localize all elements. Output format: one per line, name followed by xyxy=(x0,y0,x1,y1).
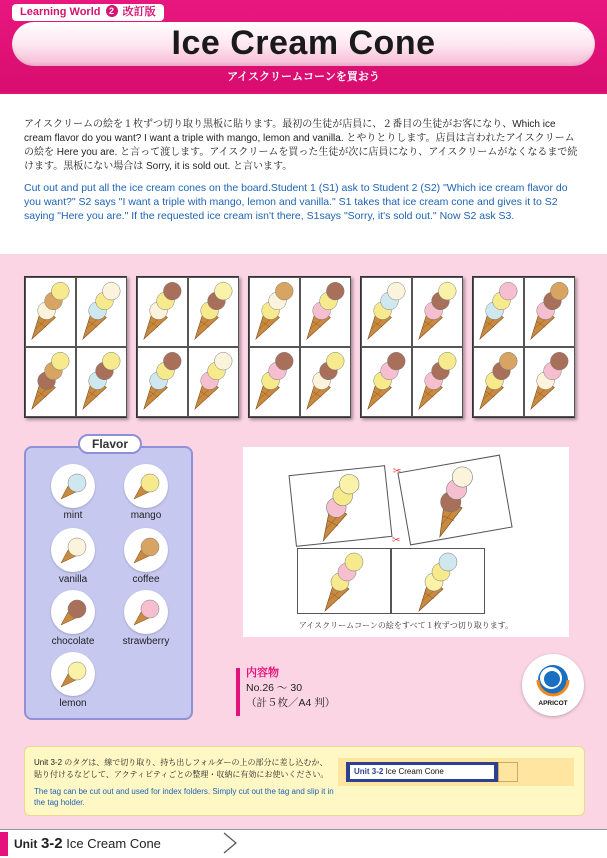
ice-cream-cone-icon xyxy=(525,278,574,346)
cone-card xyxy=(188,347,239,417)
apricot-logo xyxy=(522,654,584,716)
cone-card xyxy=(300,277,351,347)
cone-card xyxy=(524,347,575,417)
series-edition: 改訂版 xyxy=(122,6,156,18)
footer-unit-number: 3-2 xyxy=(40,835,63,852)
ice-cream-cone-icon xyxy=(301,278,350,346)
flavor-label: lemon xyxy=(59,698,87,709)
footer-title xyxy=(14,835,161,852)
cone-card xyxy=(473,277,524,347)
contents-count: （計５枚／A4 判） xyxy=(246,697,336,709)
footer-divider xyxy=(0,829,607,830)
cone-card-sheet xyxy=(136,276,239,418)
cone-card xyxy=(25,277,76,347)
footer-accent xyxy=(0,832,8,856)
contents-heading: 内容物 xyxy=(246,667,279,679)
footer-unit-label: Unit xyxy=(14,837,38,851)
flavor-label: mint xyxy=(63,510,83,521)
page-title: Ice Cream Cone xyxy=(171,24,436,62)
flavor-label: mango xyxy=(130,510,162,521)
ice-cream-cone-icon xyxy=(392,549,484,613)
cutout-cone-card xyxy=(391,548,485,614)
ice-cream-cone-icon xyxy=(362,278,411,346)
footer-unit-title: Ice Cream Cone xyxy=(66,836,161,851)
flavor-label: strawberry xyxy=(122,636,170,647)
coffee-cone-icon xyxy=(124,528,168,572)
ice-cream-cone-icon xyxy=(290,466,392,546)
mint-cone-icon xyxy=(51,464,95,508)
index-tag-title: Ice Cream Cone xyxy=(385,767,444,776)
chocolate-cone-icon xyxy=(51,590,95,634)
flavor-panel-title: Flavor xyxy=(78,434,142,454)
cutout-cone-card xyxy=(289,465,393,547)
ice-cream-cone-icon xyxy=(189,278,238,346)
flavor-label: coffee xyxy=(132,574,160,585)
lemon-cone-icon xyxy=(51,652,95,696)
series-name: Learning World xyxy=(20,6,101,18)
cone-card xyxy=(300,347,351,417)
ice-cream-cone-icon xyxy=(301,348,350,416)
cone-card xyxy=(412,277,463,347)
flavor-label: vanilla xyxy=(58,574,88,585)
ice-cream-cone-icon xyxy=(298,549,390,613)
illustration-caption: アイスクリームコーンの絵をすべて１枚ずつ切り取ります。 xyxy=(298,621,514,630)
cone-card xyxy=(361,277,412,347)
ice-cream-cone-icon xyxy=(474,278,523,346)
index-tag-unit: Unit 3-2 xyxy=(354,767,384,776)
mango-cone-icon xyxy=(124,464,168,508)
ice-cream-cone-icon xyxy=(413,278,462,346)
contents-accent-bar xyxy=(236,668,240,716)
ice-cream-cone-icon xyxy=(474,348,523,416)
flavor-item-strawberry xyxy=(116,590,176,647)
tag-holder-end xyxy=(498,762,518,782)
cone-card xyxy=(188,277,239,347)
flavor-item-vanilla xyxy=(43,528,103,585)
scissors-icon: ✂ xyxy=(392,535,401,546)
ice-cream-cone-icon xyxy=(189,348,238,416)
series-number: 2 xyxy=(106,5,118,17)
cone-card-sheet xyxy=(24,276,127,418)
cone-card xyxy=(76,347,127,417)
cone-card xyxy=(25,347,76,417)
ice-cream-cone-icon xyxy=(250,278,299,346)
flavor-item-mango xyxy=(116,464,176,521)
contents-box xyxy=(246,666,335,711)
description-japanese: アイスクリームの絵を１枚ずつ切り取り黒板に貼ります。最初の生徒が店員に、２番目の生徒がお客になり、Which ice cream flavor do you want? I want a triple with mango, lemon and vanilla. とやりとりします。店員は言われたアイスクリームの絵を Here you are. と言って渡します。アイスクリームを買った生徒が次に店員になり、アイスクリームがなくなるまで続けます。黒板にない場合は Sorry, it is sold out. と言います。 xyxy=(24,119,578,172)
vanilla-cone-icon xyxy=(51,528,95,572)
cone-card xyxy=(412,347,463,417)
ice-cream-cone-icon xyxy=(26,278,75,346)
index-tag-inner xyxy=(350,765,494,779)
cone-card xyxy=(249,347,300,417)
footer-arrow-icon xyxy=(222,832,242,854)
page-subtitle: アイスクリームコーンを買おう xyxy=(227,71,380,83)
cone-card-sheet xyxy=(360,276,463,418)
scissors-icon: ✂ xyxy=(393,466,402,477)
ice-cream-cone-icon xyxy=(26,348,75,416)
cone-card xyxy=(137,277,188,347)
flavor-item-lemon xyxy=(43,652,103,709)
ice-cream-cone-icon xyxy=(138,348,187,416)
strawberry-cone-icon xyxy=(124,590,168,634)
logo-text: APRICOT xyxy=(538,700,568,707)
cone-card-sheet xyxy=(248,276,351,418)
ice-cream-cone-icon xyxy=(138,278,187,346)
series-badge xyxy=(12,4,164,21)
description-english: Cut out and put all the ice cream cones on the board.Student 1 (S1) ask to Student 2 (S2) "Which ice cream flavor do you want?" S2 says "I want a triple with mango, lemon and vanilla." S1 takes that ice cream cone and gives it to S2 saying "Here you are." If the requested ice cream isn't there, S1says "Sorry, it's sold out." Now S2 ask S3. xyxy=(24,182,568,222)
cone-card xyxy=(137,347,188,417)
cone-card xyxy=(361,347,412,417)
ice-cream-cone-icon xyxy=(362,348,411,416)
tag-instructions-english: The tag can be cut out and used for index folders. Simply cut out the tag and slip it in the tag holder. xyxy=(34,787,334,807)
flavor-label: chocolate xyxy=(51,636,95,647)
cone-card xyxy=(249,277,300,347)
ice-cream-cone-icon xyxy=(525,348,574,416)
cone-card xyxy=(524,277,575,347)
title-pill xyxy=(12,22,595,66)
ice-cream-cone-icon xyxy=(250,348,299,416)
flavor-item-mint xyxy=(43,464,103,521)
cone-card xyxy=(76,277,127,347)
index-tag[interactable] xyxy=(346,762,498,782)
flavor-item-coffee xyxy=(116,528,176,585)
contents-range: No.26 ～ 30 xyxy=(246,682,303,694)
ice-cream-cone-icon xyxy=(77,278,126,346)
ice-cream-cone-icon xyxy=(77,348,126,416)
cutout-cone-card xyxy=(297,548,391,614)
tag-instructions-japanese: Unit 3-2 のタグは、線で切り取り、持ち出しフォルダーの上の部分に差し込むか、貼り付けるなどして、アクティビティごとの整理・収納に有効にお使いください。 xyxy=(34,758,329,779)
flavor-item-chocolate xyxy=(43,590,103,647)
cone-card xyxy=(473,347,524,417)
cone-card-sheet xyxy=(472,276,575,418)
ice-cream-cone-icon xyxy=(413,348,462,416)
